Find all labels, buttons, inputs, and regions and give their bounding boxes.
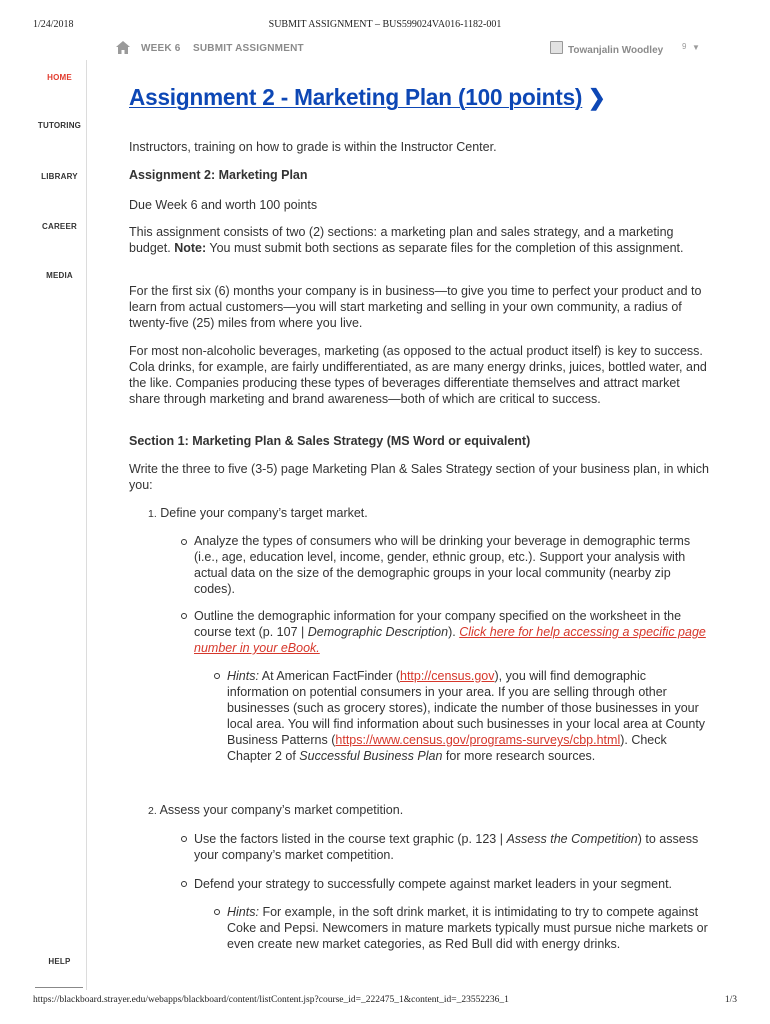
due-text: Due Week 6 and worth 100 points bbox=[129, 198, 318, 212]
nav-item-media[interactable]: MEDIA bbox=[46, 271, 73, 280]
bullet-icon bbox=[181, 613, 187, 619]
item1-bullet2 bbox=[194, 608, 709, 656]
print-title: SUBMIT ASSIGNMENT – BUS599024VA016-1182-001 bbox=[268, 19, 502, 30]
census-link[interactable]: http://census.gov bbox=[400, 669, 495, 683]
list-item bbox=[148, 505, 708, 522]
note-label: Note: bbox=[174, 241, 207, 255]
sections-text-a: This assignment consists of two (2) sections: a marketing plan and sales strategy, and a marketing budget. bbox=[129, 225, 674, 255]
hint1-text-d: for more research sources. bbox=[445, 749, 596, 763]
breadcrumb-week[interactable]: WEEK 6 bbox=[141, 43, 181, 54]
list-item bbox=[148, 802, 708, 819]
item2-bullet2: Defend your strategy to successfully compete against market leaders in your segment. bbox=[194, 877, 673, 891]
nav-item-tutoring[interactable]: TUTORING bbox=[37, 121, 82, 130]
bullet-icon bbox=[181, 881, 187, 887]
hint1 bbox=[227, 668, 709, 764]
bullet-icon bbox=[214, 673, 220, 679]
item1-bullet2-text-b: ). bbox=[448, 625, 456, 639]
nav-help-divider bbox=[35, 987, 83, 988]
hint2-label: Hints: bbox=[227, 905, 259, 919]
hint2-text: For example, in the soft drink market, it is intimidating to try to compete against Coke and Pepsi. Newcomers in mature markets typically must pursue niche markets or even create new market categories, as Red Bull did with energy drinks. bbox=[227, 905, 708, 951]
sections-paragraph bbox=[129, 224, 714, 256]
user-avatar-icon[interactable] bbox=[550, 41, 563, 54]
nav-item-help[interactable]: HELP bbox=[48, 957, 71, 966]
hint1-label: Hints: bbox=[227, 669, 259, 683]
hint1-text-b: ), you will find demographic information on potential consumers in your area. If you are selling through other businesses (such as grocery stores), indicate the number of those businesses in your local area. You will find information about such businesses in your local area at County Business Patterns ( bbox=[227, 669, 706, 747]
bullet-icon bbox=[181, 836, 187, 842]
list-number: 1. bbox=[148, 508, 157, 520]
ebook-help-link[interactable]: Click here for help accessing a specific page number in your eBook. bbox=[194, 625, 706, 655]
nav-item-library[interactable]: LIBRARY bbox=[41, 172, 78, 181]
item2-bullet1-em: Assess the Competition bbox=[506, 832, 638, 846]
print-date: 1/24/2018 bbox=[33, 19, 74, 30]
chevron-right-icon[interactable]: ❯ bbox=[588, 85, 606, 110]
breadcrumb-submit-assignment[interactable]: SUBMIT ASSIGNMENT bbox=[193, 43, 304, 54]
hint1-text-c: ). Check Chapter 2 of bbox=[227, 733, 667, 763]
print-page-number: 1/3 bbox=[724, 995, 737, 1005]
nav-item-career[interactable]: CAREER bbox=[42, 222, 77, 231]
chevron-down-icon[interactable]: ▼ bbox=[692, 43, 700, 52]
cbp-link[interactable]: https://www.census.gov/programs-surveys/cbp.html bbox=[335, 733, 621, 747]
bullet-icon bbox=[214, 909, 220, 915]
bullet-icon bbox=[181, 539, 187, 545]
item1-bullet2-text-a: Outline the demographic information for your company specified on the worksheet in the course text (p. 107 | bbox=[194, 609, 682, 639]
item1-text: Define your company’s target market. bbox=[160, 506, 368, 520]
section1-heading: Section 1: Marketing Plan & Sales Strategy (MS Word or equivalent) bbox=[129, 434, 531, 448]
hint1-text-a: At American FactFinder ( bbox=[261, 669, 400, 683]
sections-text-b: You must submit both sections as separate files for the completion of this assignment. bbox=[209, 241, 684, 255]
section1-intro: Write the three to five (3-5) page Marketing Plan & Sales Strategy section of your business plan, in which you: bbox=[129, 462, 709, 492]
item2-bullet1-text-b: ) to assess your company’s market competition. bbox=[194, 832, 699, 862]
assignment-heading: Assignment 2: Marketing Plan bbox=[129, 168, 308, 182]
nav-divider bbox=[86, 60, 87, 990]
top-bar bbox=[116, 40, 706, 60]
item2-text: Assess your company’s market competition. bbox=[159, 803, 404, 817]
item2-bullet1 bbox=[194, 831, 709, 863]
page-title[interactable] bbox=[129, 84, 606, 111]
item1-bullet2-em: Demographic Description bbox=[307, 625, 449, 639]
print-url: https://blackboard.strayer.edu/webapps/blackboard/content/listContent.jsp?course_id=_222475_1&content_id=_23552236_1 bbox=[33, 995, 509, 1005]
hint1-em: Successful Business Plan bbox=[299, 749, 443, 763]
item2-bullet1-text-a: Use the factors listed in the course text graphic (p. 123 | bbox=[194, 832, 503, 846]
user-name[interactable]: Towanjalin Woodley bbox=[568, 45, 664, 56]
nav-item-home[interactable]: HOME bbox=[47, 73, 72, 82]
hint2 bbox=[227, 904, 709, 952]
instructors-note: Instructors, training on how to grade is within the Instructor Center. bbox=[129, 140, 497, 154]
notification-count[interactable]: 9 bbox=[682, 42, 687, 51]
left-nav bbox=[33, 60, 87, 990]
page-title-text[interactable]: Assignment 2 - Marketing Plan (100 points) bbox=[129, 84, 583, 110]
item1-bullet1: Analyze the types of consumers who will be drinking your beverage in demographic terms (i.e., age, education level, income, gender, ethnic group, etc.). Support your analysis with actual data on the size of the demographic groups in your local community (nearby zip codes). bbox=[194, 534, 691, 596]
list-number: 2. bbox=[148, 805, 157, 817]
home-icon[interactable] bbox=[116, 41, 130, 54]
non-alcoholic-paragraph: For most non-alcoholic beverages, marketing (as opposed to the actual product itself) is key to success. Cola drinks, for example, are fairly undifferentiated, as are many energy drinks, juices, bottled water, and the like. Companies producing these types of beverages differentiate themselves and attract market share through marketing and brand awareness—both of which are critical to success. bbox=[129, 344, 707, 406]
first-six-months-paragraph: For the first six (6) months your company is in business—to give you time to perfect your product and to learn from actual customers—you will start marketing and selling in your own community, a radius of twenty-five (25) miles from where you live. bbox=[129, 284, 702, 330]
